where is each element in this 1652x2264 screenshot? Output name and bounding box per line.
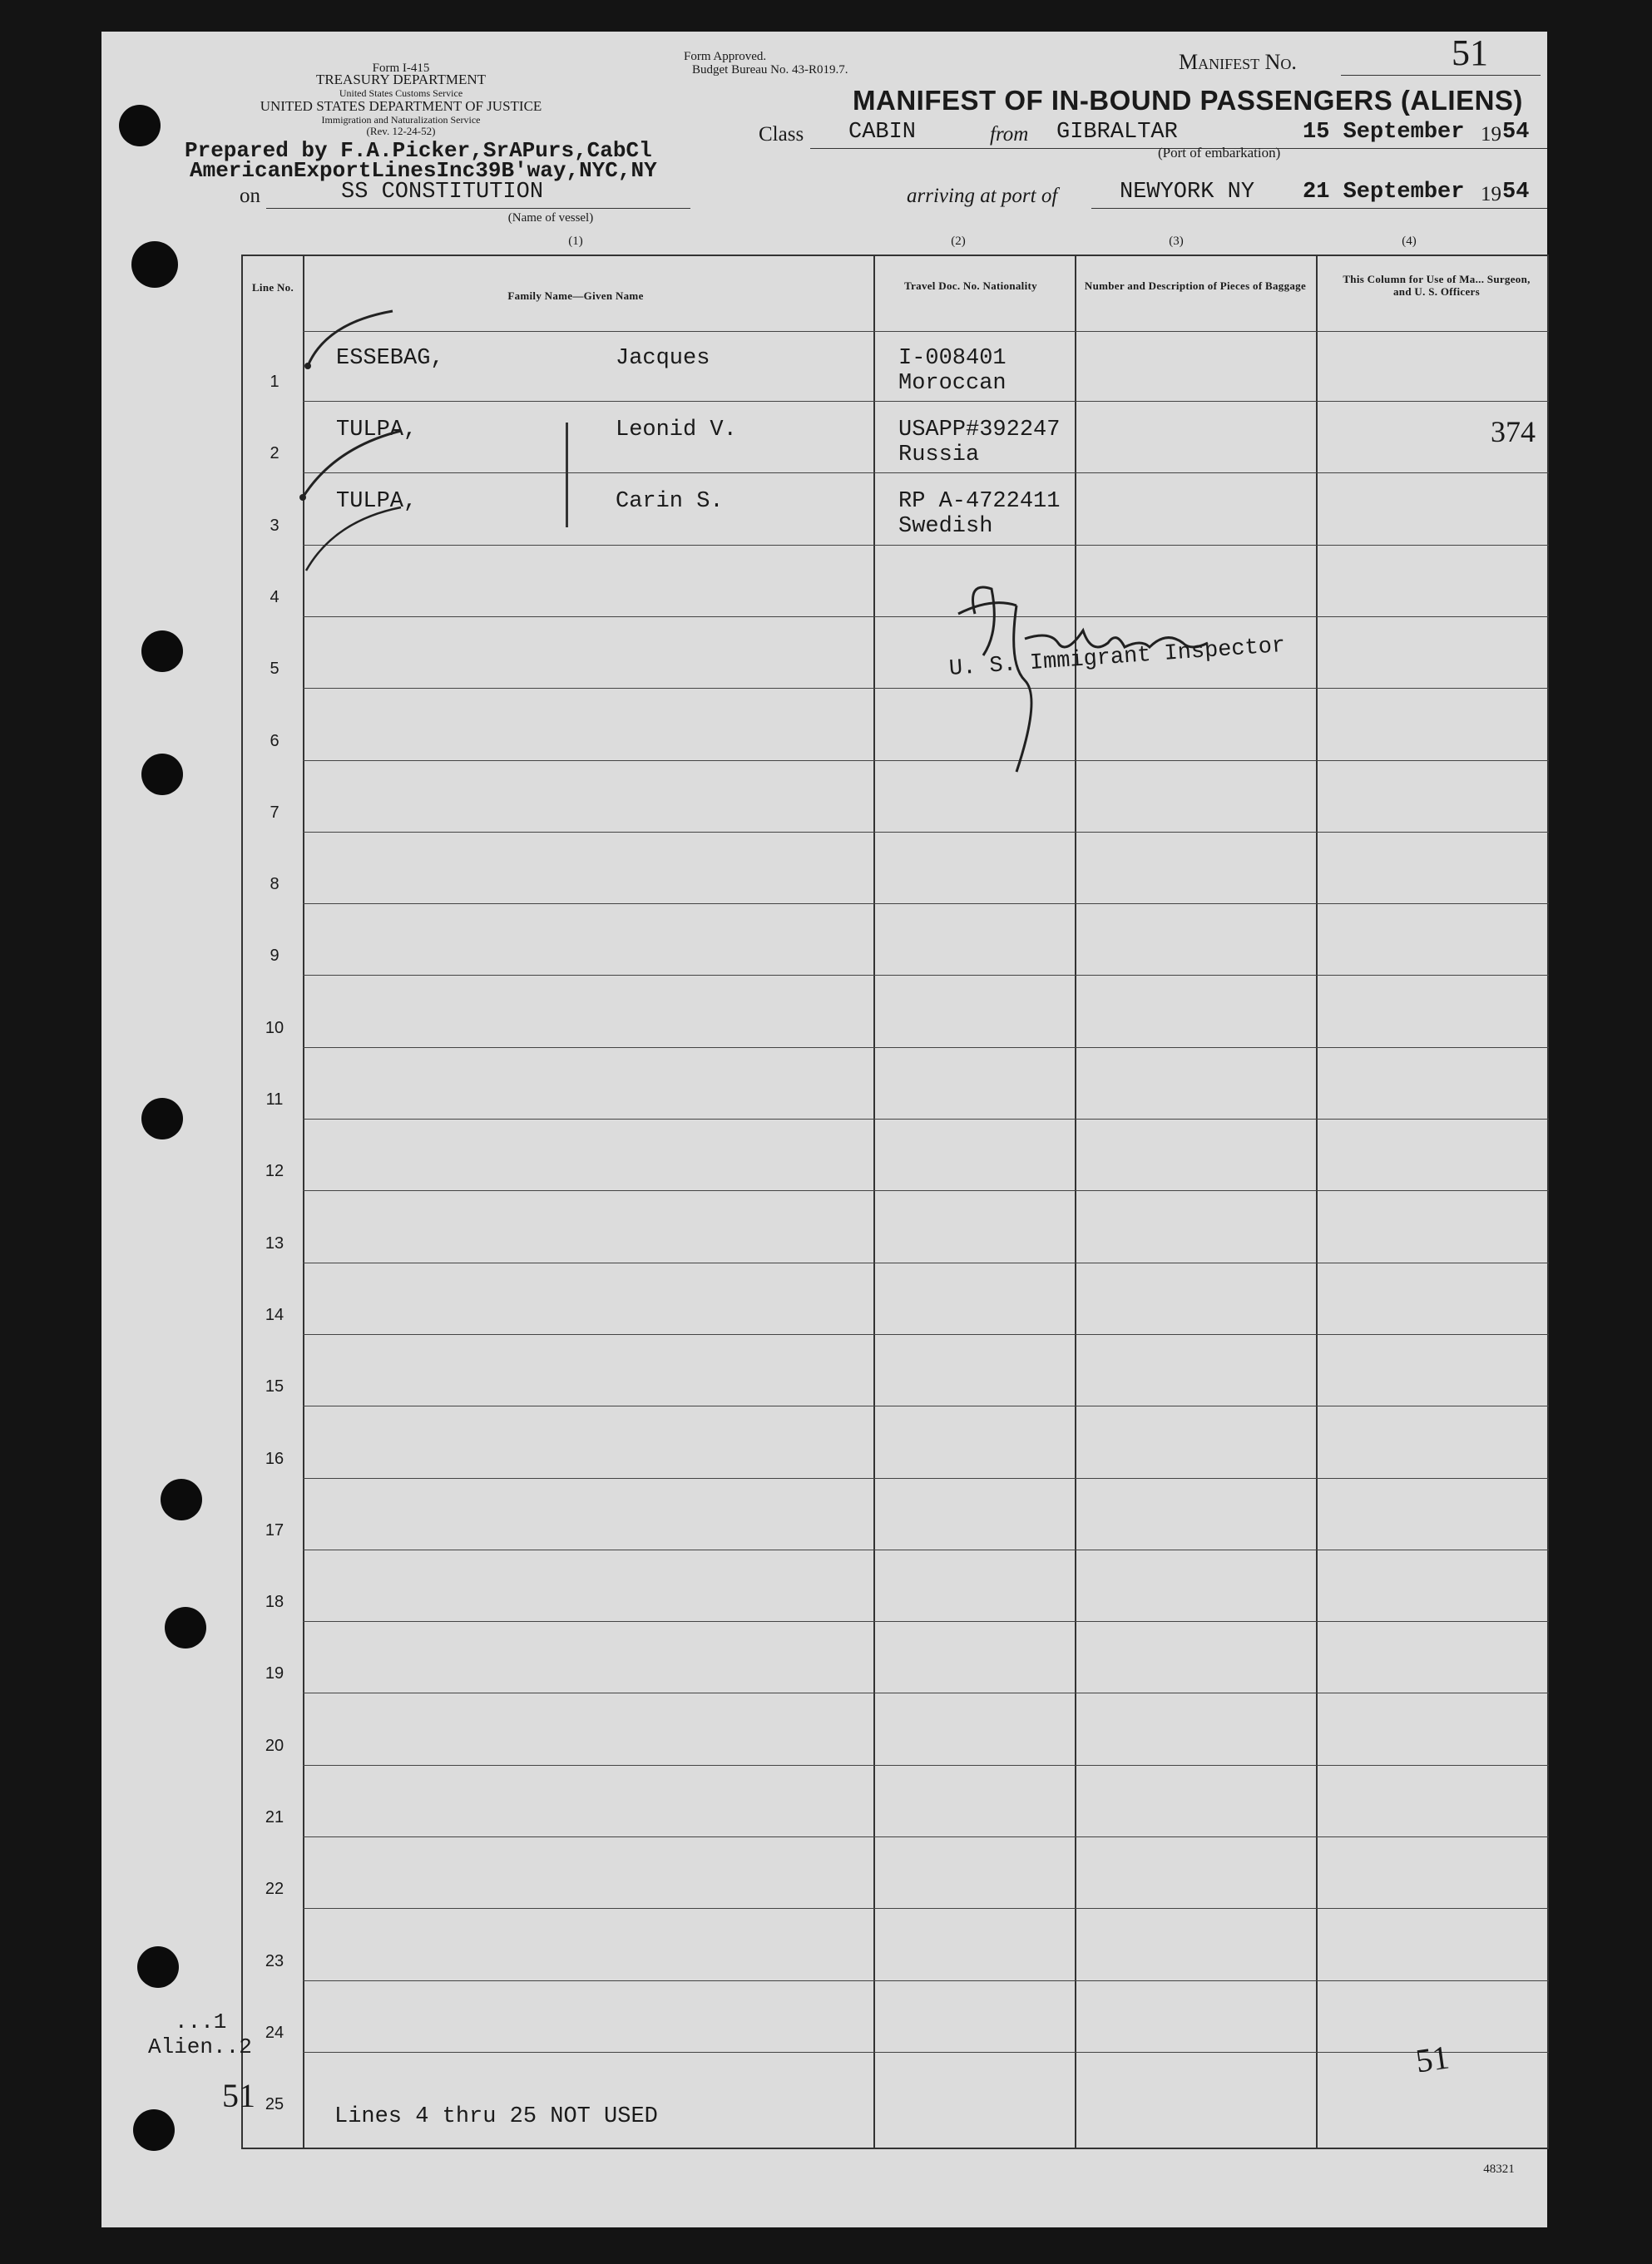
passenger-given-name: Leonid V. xyxy=(616,418,737,442)
row-rule xyxy=(303,903,1549,904)
line-number: 6 xyxy=(270,731,279,750)
line-number: 21 xyxy=(265,1808,284,1827)
line-number: 16 xyxy=(265,1449,284,1468)
header-line-no: Line No. xyxy=(251,281,294,294)
punch-hole xyxy=(137,1946,179,1988)
punch-hole xyxy=(141,1098,183,1139)
department-of-justice: UNITED STATES DEPARTMENT OF JUSTICE xyxy=(260,98,542,114)
line-number: 15 xyxy=(265,1377,284,1396)
from-value: GIBRALTAR xyxy=(1056,120,1178,145)
line-number: 14 xyxy=(265,1305,284,1324)
margin-count-1: ...1 xyxy=(175,2009,227,2034)
column-number-2: (2) xyxy=(951,235,966,248)
line-number: 17 xyxy=(265,1520,284,1540)
line-number: 20 xyxy=(265,1736,284,1755)
passenger-travel-doc: USAPP#392247 xyxy=(898,418,1061,442)
arrival-year: 54 xyxy=(1502,180,1530,205)
prepared-by-line1: Prepared by F.A.Picker,SrAPurs,CabCl xyxy=(185,138,652,163)
prepared-by-line2: AmericanExportLinesInc39B'way,NYC,NY xyxy=(190,158,657,183)
port-embark-caption: (Port of embarkation) xyxy=(1158,145,1281,161)
line-number: 7 xyxy=(270,803,279,822)
manifest-no-label: Manifest No. xyxy=(1179,50,1297,74)
page-stamp-right: 51 xyxy=(1413,2038,1452,2080)
passenger-given-name: Jacques xyxy=(616,346,710,371)
print-code: 48321 xyxy=(1483,2163,1515,2176)
form-number: Form I-415 xyxy=(372,62,430,75)
line-number: 19 xyxy=(265,1664,284,1683)
manifest-title: MANIFEST OF IN-BOUND PASSENGERS (ALIENS) xyxy=(853,85,1523,116)
header-name: Family Name—Given Name xyxy=(507,289,644,302)
row-rule xyxy=(303,1621,1549,1622)
passenger-family-name: ESSEBAG, xyxy=(336,346,444,371)
line-number: 13 xyxy=(265,1233,284,1253)
form-approved: Form Approved. xyxy=(684,50,767,63)
line-number: 9 xyxy=(270,947,279,966)
row-rule xyxy=(303,1908,1549,1909)
row-rule xyxy=(303,1765,1549,1766)
punch-hole xyxy=(161,1479,202,1520)
punch-hole xyxy=(119,105,161,146)
customs-service: United States Customs Service xyxy=(339,87,463,99)
arriving-label: arriving at port of xyxy=(907,185,1058,207)
line-number: 3 xyxy=(270,516,279,535)
line-number: 23 xyxy=(265,1951,284,1970)
row-rule xyxy=(303,975,1549,976)
line-number: 24 xyxy=(265,2023,284,2042)
vessel-name: SS CONSTITUTION xyxy=(341,180,544,205)
punch-hole xyxy=(133,2109,175,2151)
row-rule xyxy=(303,1190,1549,1191)
passenger-nationality: Moroccan xyxy=(898,371,1007,396)
row-rule xyxy=(303,1980,1549,1981)
passenger-family-name: TULPA, xyxy=(336,418,418,442)
departure-date: 15 September xyxy=(1303,120,1465,145)
column-number-4: (4) xyxy=(1402,235,1417,248)
punch-hole xyxy=(141,630,183,672)
header-baggage: Number and Description of Pieces of Baggage xyxy=(1084,279,1307,292)
row-rule xyxy=(303,832,1549,833)
manifest-sheet xyxy=(101,32,1547,2227)
line-number: 8 xyxy=(270,875,279,894)
row-rule xyxy=(303,1478,1549,1479)
line-number: 11 xyxy=(265,1090,284,1109)
class-value: CABIN xyxy=(848,120,917,145)
passenger-family-name: TULPA, xyxy=(336,489,418,514)
row-rule xyxy=(303,2052,1549,2053)
departure-year: 54 xyxy=(1502,120,1530,145)
row-rule xyxy=(303,688,1549,689)
passenger-travel-doc: RP A-4722411 xyxy=(898,489,1061,514)
line-number: 12 xyxy=(265,1162,284,1181)
passenger-nationality: Russia xyxy=(898,442,980,467)
line-number: 10 xyxy=(265,1018,284,1037)
arrival-year-prefix: 19 xyxy=(1481,183,1501,205)
passenger-travel-doc: I-008401 xyxy=(898,346,1007,371)
departure-year-prefix: 19 xyxy=(1481,123,1501,146)
line-number: 1 xyxy=(270,373,279,391)
ins-service: Immigration and Naturalization Service xyxy=(321,114,481,126)
inspector-stamp: U. S. Immigrant Inspector xyxy=(948,633,1287,682)
check-marks xyxy=(235,306,734,606)
form-revision: (Rev. 12-24-52) xyxy=(366,125,436,137)
class-label: Class xyxy=(759,123,804,146)
line-number: 2 xyxy=(270,444,279,463)
manifest-no-value: 51 xyxy=(1452,32,1488,73)
treasury-department: TREASURY DEPARTMENT xyxy=(315,72,487,87)
column-number-1: (1) xyxy=(568,235,583,248)
punch-hole xyxy=(131,241,178,288)
on-label: on xyxy=(240,185,260,207)
passenger-nationality: Swedish xyxy=(898,514,993,539)
punch-hole xyxy=(165,1607,206,1649)
line-number: 18 xyxy=(265,1593,284,1612)
row-rule xyxy=(303,760,1549,761)
officer-note: 374 xyxy=(1491,415,1536,448)
punch-hole xyxy=(141,754,183,795)
row-rule xyxy=(303,1047,1549,1048)
lines-not-used-note: Lines 4 thru 25 NOT USED xyxy=(334,2104,658,2129)
line-number: 25 xyxy=(265,2095,284,2114)
margin-count-2: Alien..2 xyxy=(148,2034,252,2059)
line-number: 4 xyxy=(270,587,279,606)
line-number: 5 xyxy=(270,660,279,679)
from-label: from xyxy=(990,123,1029,146)
arrival-date: 21 September xyxy=(1303,180,1465,205)
row-rule xyxy=(303,1836,1549,1837)
passenger-given-name: Carin S. xyxy=(616,489,724,514)
arrival-port: NEWYORK NY xyxy=(1120,180,1255,205)
row-rule xyxy=(303,1119,1549,1120)
page-stamp-left: 51 xyxy=(222,2077,255,2114)
column-number-3: (3) xyxy=(1169,235,1184,248)
row-rule xyxy=(303,616,1549,617)
header-travel-doc: Travel Doc. No. Nationality xyxy=(904,279,1037,292)
budget-bureau: Budget Bureau No. 43-R019.7. xyxy=(692,63,848,77)
vessel-caption: (Name of vessel) xyxy=(507,211,594,225)
header-officers: This Column for Use of Ma... Surgeon, and U. S. Officers xyxy=(1343,273,1531,298)
line-number: 22 xyxy=(265,1880,284,1899)
row-rule xyxy=(303,1334,1549,1335)
